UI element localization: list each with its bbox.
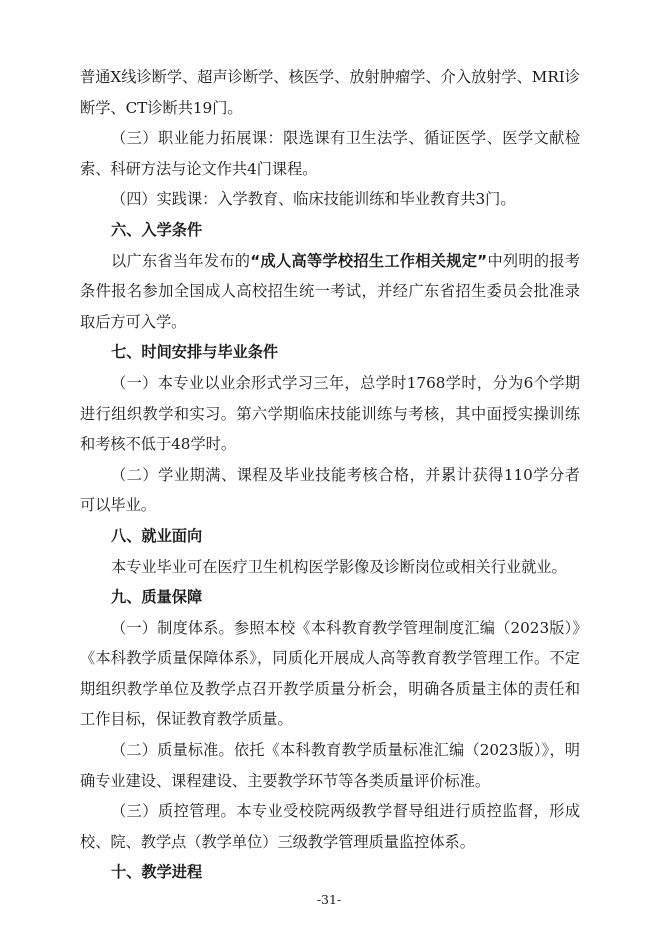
paragraph-employment: 本专业毕业可在医疗卫生机构医学影像及诊断岗位或相关行业就业。 <box>111 557 567 576</box>
admission-regulation-name: “成人高等学校招生工作相关规定” <box>250 251 488 270</box>
paragraph-quality-control: （三）质控管理。本专业受校院两级教学督导组进行质控监督，形成校、院、教学点（教学单位）三级教学管理质量监控体系。 <box>80 802 580 851</box>
section-heading-schedule: 七、时间安排与毕业条件 <box>111 343 279 362</box>
section-heading-admission: 六、入学条件 <box>111 220 203 239</box>
paragraph-graduation: （二）学业期满、课程及毕业技能考核合格，并累计获得110学分者可以毕业。 <box>80 465 580 515</box>
paragraph-practice-courses: （四）实践课：入学教育、临床技能训练和毕业教育共3门。 <box>111 190 516 209</box>
section-heading-teaching-progress: 十、教学进程 <box>111 863 203 882</box>
paragraph-capability-courses: （三）职业能力拓展课：限选课有卫生法学、循证医学、医学文献检索、科研方法与论文作共4门课程。 <box>80 129 580 178</box>
admission-text-post: 中列明的报考条件报名参加全国成人高校招生统一考试，并经广东省招生委员会批准录取后方可入学。 <box>80 251 581 331</box>
page-number: -31- <box>316 892 342 907</box>
paragraph-quality-standard: （二）质量标准。依托《本科教育教学质量标准汇编（2023版）》，明确专业建设、课程建设、主要教学环节等各类质量评价标准。 <box>80 741 580 790</box>
paragraph-study-duration: （一）本专业以业余形式学习三年，总学时1768学时，分为6个学期进行组织教学和实习。第六学期临床技能训练与考核，其中面授实操训练和考核不低于48学时。 <box>80 373 580 454</box>
section-heading-quality: 九、质量保障 <box>111 588 203 607</box>
paragraph-admission <box>80 246 580 338</box>
admission-text-pre: 以广东省当年发布的 <box>111 251 251 270</box>
section-heading-employment: 八、就业面向 <box>111 526 203 545</box>
paragraph-course-list: 普通X线诊断学、超声诊断学、核医学、放射肿瘤学、介入放射学、MRI诊断学、CT诊断共19门。 <box>80 68 580 117</box>
paragraph-quality-system: （一）制度体系。参照本校《本科教育教学管理制度汇编（2023版）》《本科教学质量保障体系》，同质化开展成人高等教育教学管理工作。不定期组织教学单位及教学点召开教学质量分析会，明确各质量主体的责任和工作目标，保证教育教学质量。 <box>80 618 580 729</box>
